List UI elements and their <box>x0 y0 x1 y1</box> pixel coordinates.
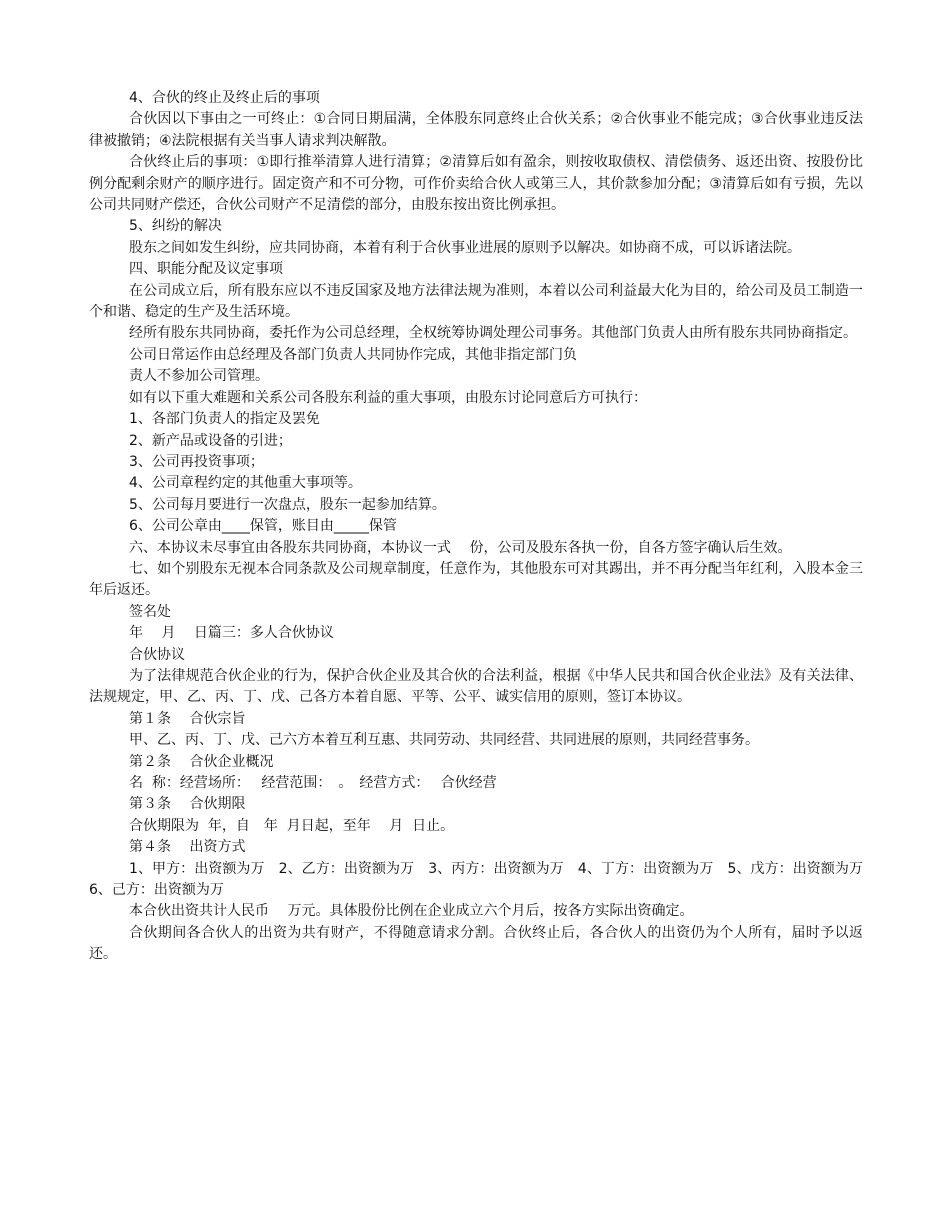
paragraph: 2、新产品或设备的引进； <box>129 432 292 449</box>
paragraph: 3、公司再投资事项； <box>129 453 264 470</box>
paragraph: 合伙期限为 年，自 年 月日起，至年 月 日止。 <box>129 817 455 834</box>
paragraph: 年 月 日篇三：多人合伙协议 <box>129 625 334 642</box>
paragraph: 1、甲方：出资额为万 2、乙方：出资额为万 3、丙方：出资额为万 4、丁方：出资额为万 5、戊方：出资额为万 6、己方：出资额为万 <box>89 860 877 899</box>
paragraph: 5、纠纷的解决 <box>129 218 222 235</box>
paragraph: 签名处 <box>129 603 171 620</box>
document-body <box>89 88 877 966</box>
paragraph: 合伙期间各合伙人的出资为共有财产，不得随意请求分割。合伙终止后，各合伙人的出资仍为个人所有，届时予以返还。 <box>89 924 863 963</box>
paragraph: 公司日常运作由总经理及各部门负责人共同协作完成，其他非指定部门负 <box>129 346 577 363</box>
paragraph: 为了法律规范合伙企业的行为，保护合伙企业及其合伙的合法利益，根据《中华人民共和国合伙企业法》及有关法律、法规规定，甲、乙、丙、丁、戊、己各方本着自愿、平等、公平、诚实信用的原则，签订本协议。 <box>89 667 863 706</box>
paragraph: 如有以下重大难题和关系公司各股东利益的重大事项，由股东讨论同意后方可执行： <box>129 389 647 406</box>
paragraph: 经所有股东共同协商，委托作为公司总经理，全权统筹协调处理公司事务。其他部门负责人由所有股东共同协商指定。 <box>129 325 857 342</box>
paragraph: 第１条 合伙宗旨 <box>129 710 246 727</box>
paragraph: 七、如个别股东无视本合同条款及公司规章制度，任意作为，其他股东可对其踢出，并不再分配当年红利，入股本金三年后返还。 <box>89 560 863 599</box>
paragraph: 本合伙出资共计人民币 万元。具体股份比例在企业成立六个月后，按各方实际出资确定。 <box>129 903 694 920</box>
paragraph: 名 称：经营场所： 经营范围： 。 经营方式： 合伙经营 <box>129 775 497 791</box>
paragraph: 4、公司章程约定的其他重大事项等。 <box>129 475 362 492</box>
paragraph: 合伙终止后的事项：①即行推举清算人进行清算；②清算后如有盈余，则按收取债权、清偿债务、返还出资、按股份比例分配剩余财产的顺序进行。固定资产和不可分物，可作价卖给合伙人或第三人，其价款参加分配；③清算后如有亏损，先以公司共同财产偿还，合伙公司财产不足清偿的部分，由股东按出资比例承担。 <box>89 154 863 214</box>
paragraph: 6、公司公章由____保管，账目由_____保管 <box>129 518 397 535</box>
paragraph: 5、公司每月要进行一次盘点，股东一起参加结算。 <box>129 496 446 513</box>
paragraph: 4、合伙的终止及终止后的事项 <box>129 90 320 106</box>
paragraph: 第４条 出资方式 <box>129 839 246 856</box>
paragraph: 股东之间如发生纠纷，应共同协商，本着有利于合伙事业进展的原则予以解决。如协商不成，可以诉诸法院。 <box>129 239 801 256</box>
paragraph: 责人不参加公司管理。 <box>129 368 269 385</box>
paragraph: 1、各部门负责人的指定及罢免 <box>129 411 320 428</box>
paragraph: 六、本协议未尽事宜由各股东共同协商，本协议一式 份，公司及股东各执一份，自各方签字确认后生效。 <box>129 539 792 556</box>
paragraph: 第２条 合伙企业概况 <box>129 753 274 770</box>
paragraph: 在公司成立后，所有股东应以不违反国家及地方法律法规为准则，本着以公司利益最大化为目的，给公司及员工制造一个和谐、稳定的生产及生活环境。 <box>89 282 863 321</box>
paragraph: 合伙协议 <box>129 646 185 663</box>
paragraph: 第３条 合伙期限 <box>129 796 246 813</box>
paragraph: 合伙因以下事由之一可终止：①合同日期届满，全体股东同意终止合伙关系；②合伙事业不能完成；③合伙事业违反法律被撤销；④法院根据有关当事人请求判决解散。 <box>89 111 863 149</box>
paragraph: 四、职能分配及议定事项 <box>129 261 283 278</box>
paragraph: 甲、乙、丙、丁、戊、己六方本着互利互惠、共同劳动、共同经营、共同进展的原则，共同经营事务。 <box>129 732 759 749</box>
